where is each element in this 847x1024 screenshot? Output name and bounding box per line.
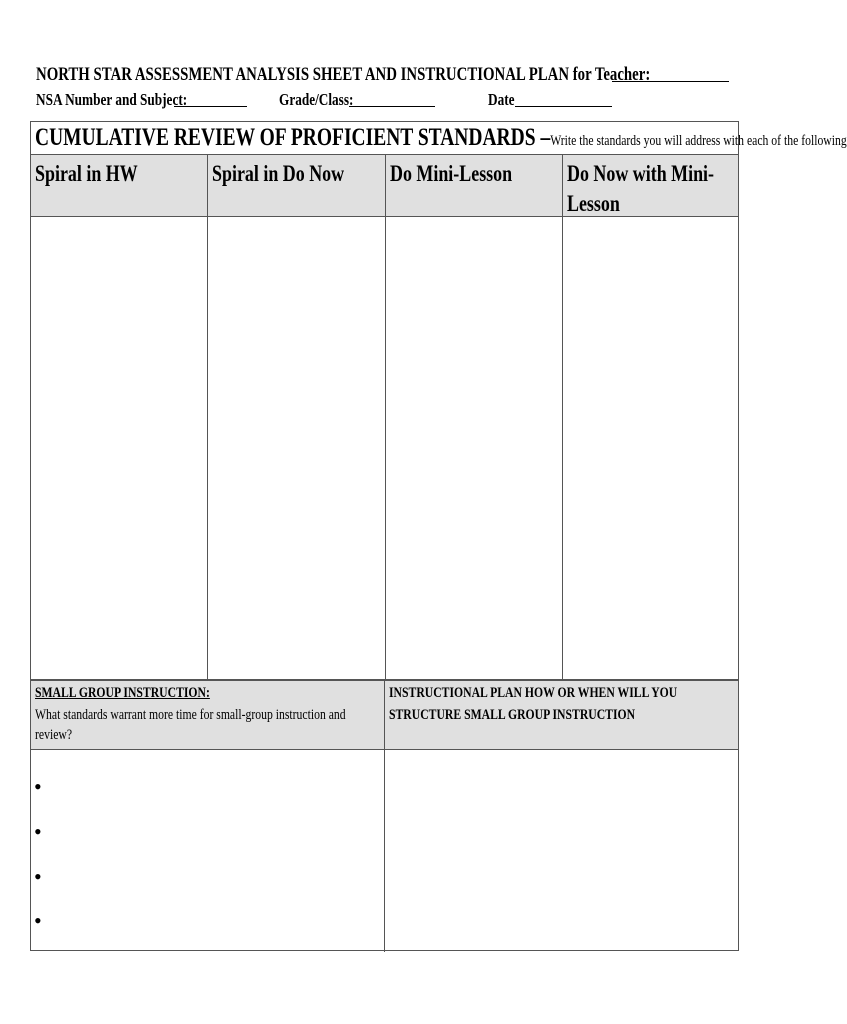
column-label: Do Mini-Lesson — [390, 161, 513, 186]
date-field — [488, 90, 522, 110]
mini-lesson-cell[interactable] — [386, 217, 563, 679]
small-group-cell[interactable] — [31, 750, 384, 950]
small-group-question: What standards warrant more time for small-group instruction and — [35, 707, 346, 723]
column-label: Spiral in HW — [35, 161, 138, 186]
plan-title-line1: INSTRUCTIONAL PLAN HOW OR WHEN WILL YOU — [389, 685, 678, 701]
column-header-mini-lesson — [386, 155, 563, 217]
teacher-blank[interactable] — [612, 81, 729, 82]
column-label: Do Now with Mini- Lesson — [567, 161, 715, 216]
spiral-hw-cell[interactable] — [31, 217, 208, 679]
plan-title-line2: STRUCTURE SMALL GROUP INSTRUCTION — [389, 707, 636, 723]
bullet-point: • — [34, 864, 42, 889]
grade-field — [279, 90, 374, 110]
grade-blank[interactable] — [349, 106, 435, 107]
review-title — [35, 124, 847, 152]
date-label: Date — [488, 90, 515, 109]
nsa-blank[interactable] — [174, 106, 247, 107]
review-instruction: Write the standards you will address with each of the following — [550, 133, 847, 149]
review-section-header — [31, 122, 847, 155]
grade-label: Grade/Class: — [279, 90, 354, 109]
column-header-do-now-mini-lesson — [563, 155, 738, 217]
bullet-point: • — [34, 819, 42, 844]
do-now-mini-lesson-cell[interactable] — [563, 217, 738, 679]
title-text: NORTH STAR ASSESSMENT ANALYSIS SHEET AND INSTRUCTIONAL PLAN for Teacher: — [36, 64, 651, 85]
nsa-label: NSA Number and Subject: — [36, 90, 188, 109]
small-group-header — [31, 679, 384, 750]
date-blank[interactable] — [515, 106, 612, 107]
spiral-do-now-cell[interactable] — [208, 217, 386, 679]
instructional-plan-header — [385, 679, 738, 750]
column-header-spiral-hw — [31, 155, 208, 217]
review-title-text: CUMULATIVE REVIEW OF PROFICIENT STANDARDS – — [35, 124, 551, 151]
plan-table — [30, 121, 847, 951]
bullet-point: • — [34, 774, 42, 799]
column-header-spiral-do-now — [208, 155, 386, 217]
small-group-question-cont: review? — [35, 727, 73, 743]
column-label: Spiral in Do Now — [212, 161, 345, 186]
instructional-plan-cell[interactable] — [385, 750, 738, 950]
page-title — [36, 64, 824, 86]
nsa-field — [36, 90, 230, 110]
bullet-point: • — [34, 908, 42, 933]
small-group-title: SMALL GROUP INSTRUCTION: — [35, 685, 210, 701]
